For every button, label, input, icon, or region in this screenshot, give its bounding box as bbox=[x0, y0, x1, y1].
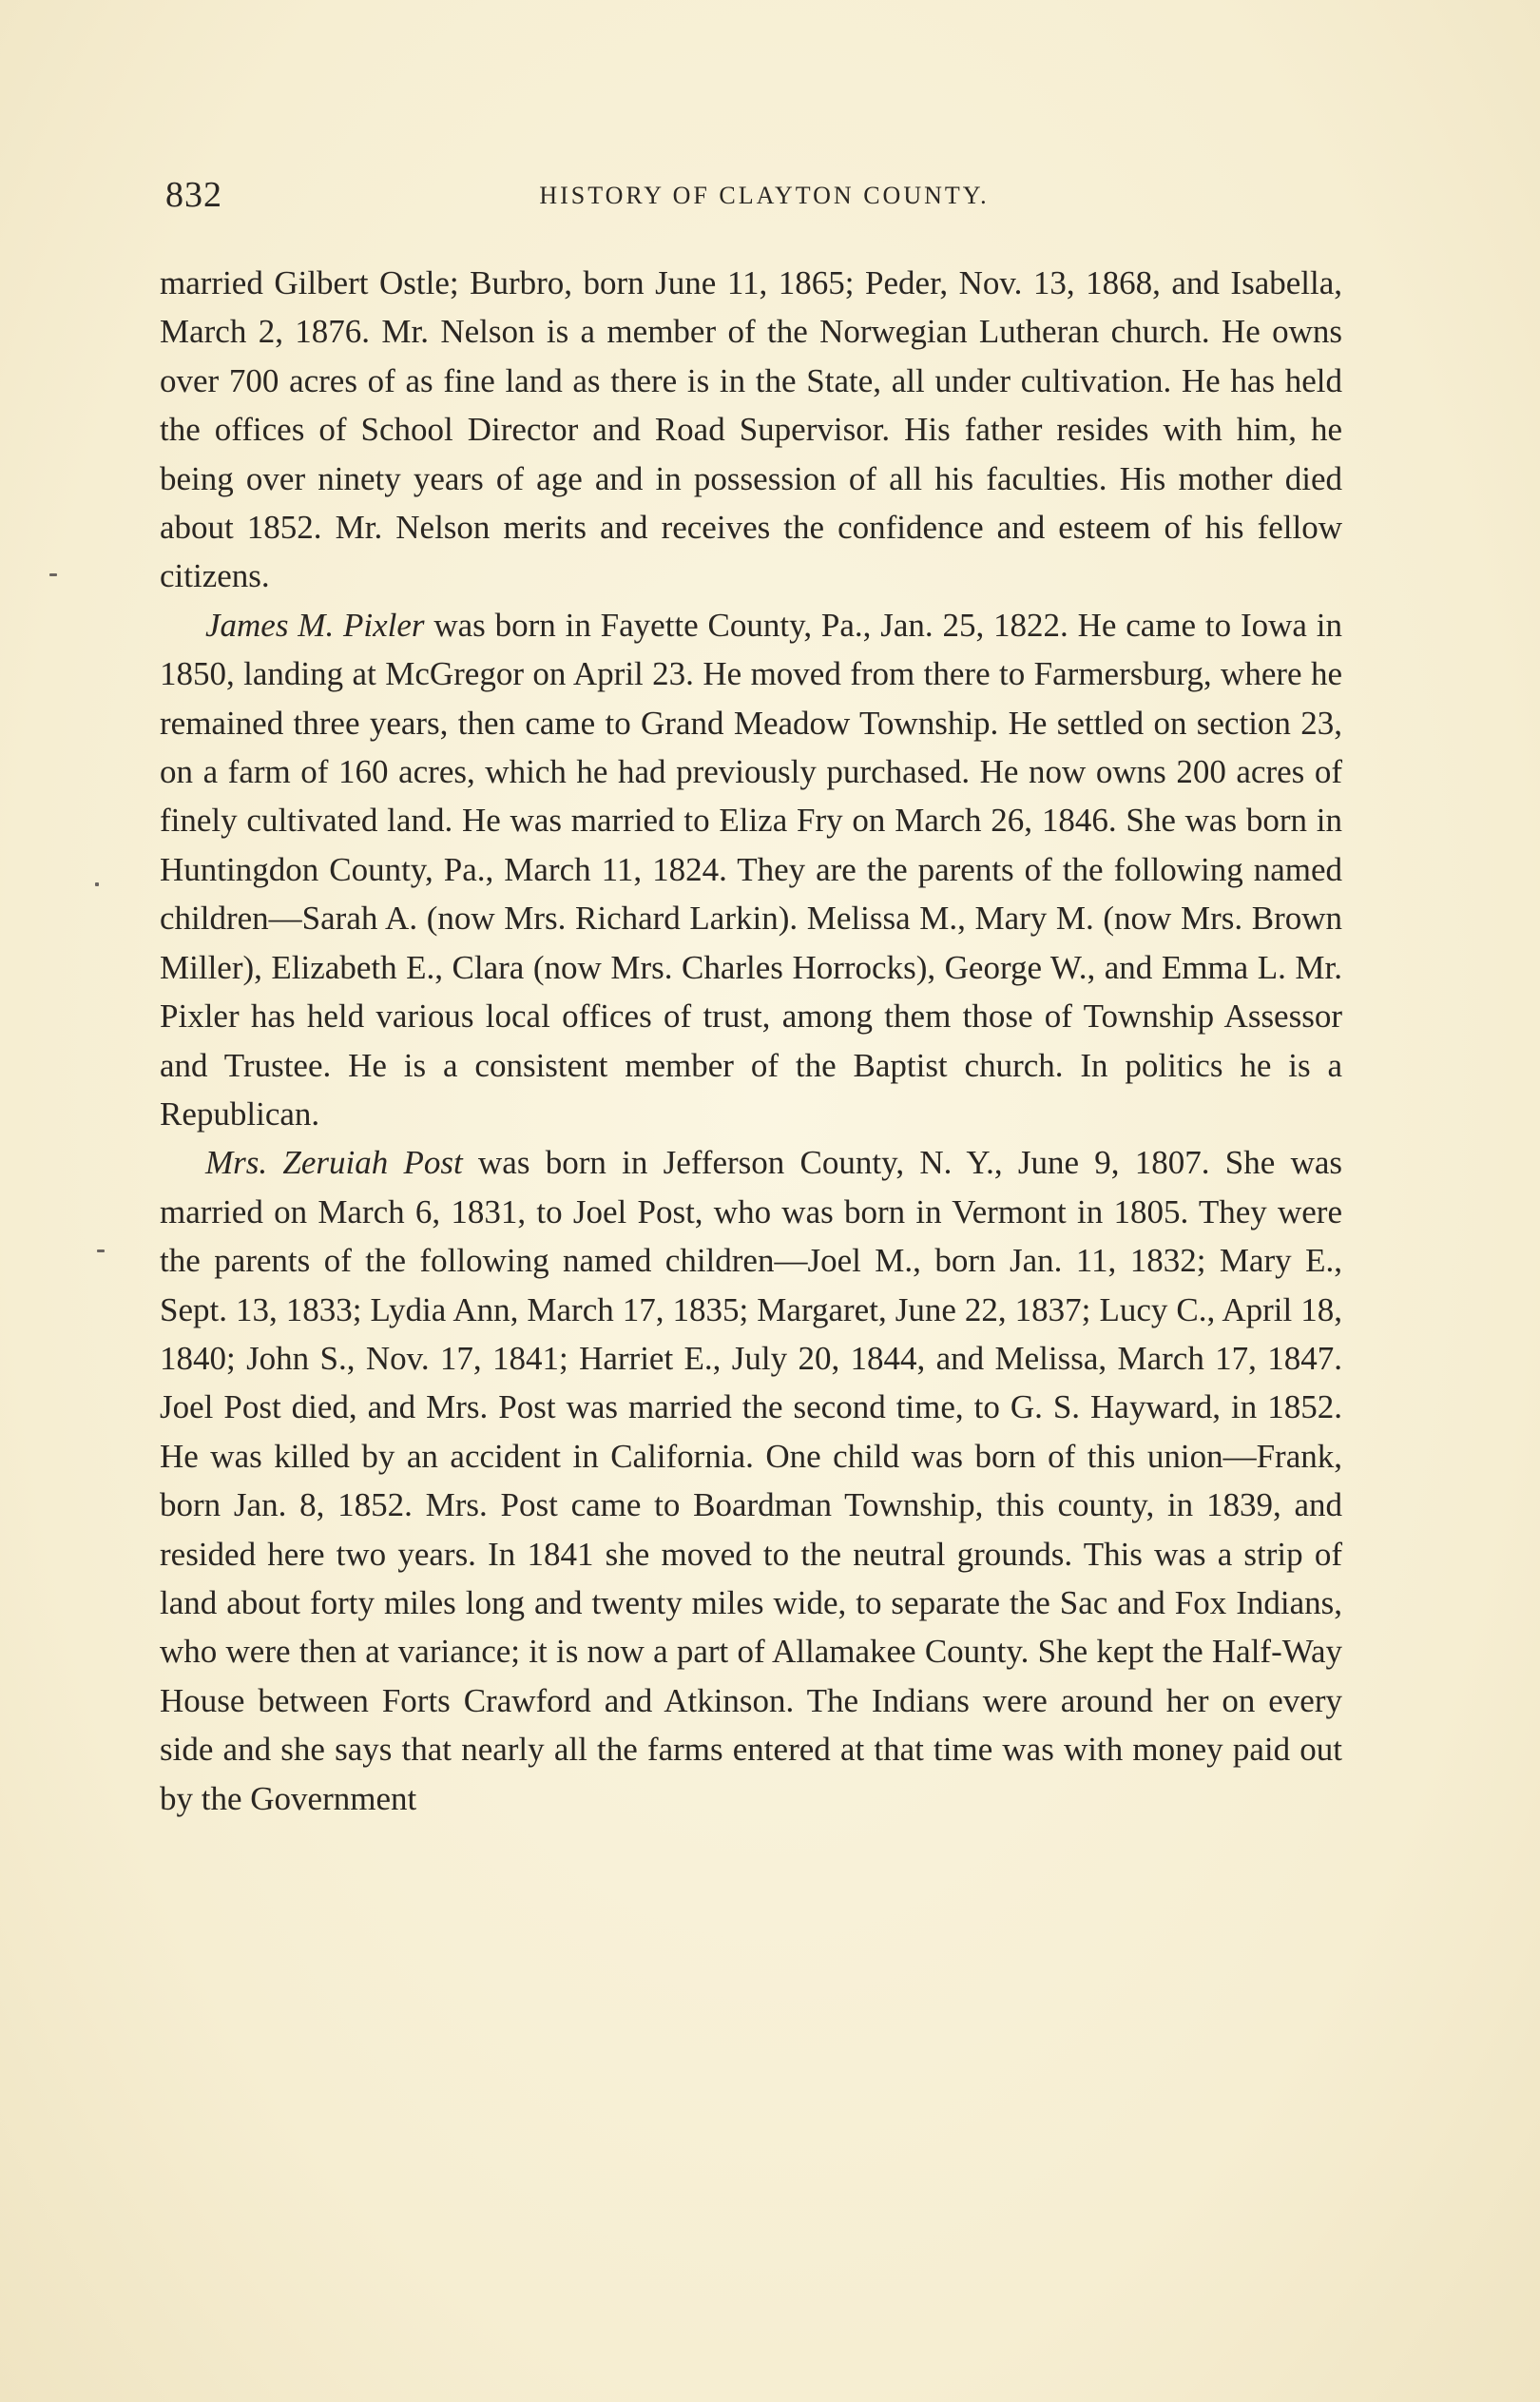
paragraph-text: was born in Jefferson County, N. Y., June 9, 1807. She was married on March 6, 1831, to Joel Post, who was born in Vermont in 1805. They were the parents of the following named children—Joel M., born Jan. 11, 1832; Mary E., Sept. 13, 1833; Lydia Ann, March 17, 1835; Margaret, June 22, 1837; Lucy C., April 18, 1840; John S., Nov. 17, 1841; Harriet E., July 20, 1844, and Melissa, March 17, 1847. Joel Post died, and Mrs. Post was married the second time, to G. S. Hayward, in 1852. He was killed by an accident in California. One child was born of this union—Frank, born Jan. 8, 1852. Mrs. Post came to Boardman Township, this county, in 1839, and resided here two years. In 1841 she moved to the neutral grounds. This was a strip of land about forty miles long and twenty miles wide, to separate the Sac and Fox Indians, who were then at variance; it is now a part of Allamakee County. She kept the Half-Way House between Forts Crawford and Atkinson. The Indians were around her on every side and she says that nearly all the farms entered at that time was with money paid out by the Government bbox=[160, 1144, 1343, 1817]
margin-mark bbox=[95, 882, 99, 886]
page-number: 832 bbox=[165, 175, 222, 215]
paragraph-text: married Gilbert Ostle; Burbro, born June 11, 1865; Peder, Nov. 13, 1868, and Isabella, March 2, 1876. Mr. Nelson is a member of the Norwegian Lutheran church. He owns over 700 acres of as fine land as there is in the State, all under cultivation. He has held the offices of School Director and Road Supervisor. His father resides with him, he being over ninety years of age and in possession of all his faculties. His mother died about 1852. Mr. Nelson merits and receives the confidence and esteem of his fellow citizens. bbox=[160, 264, 1342, 595]
paragraph bbox=[160, 259, 1342, 601]
person-name: James M. Pixler bbox=[205, 606, 425, 644]
paragraph bbox=[160, 1138, 1342, 1823]
body-text bbox=[160, 259, 1342, 1823]
margin-mark bbox=[97, 1249, 105, 1252]
margin-mark bbox=[49, 573, 57, 576]
page-header bbox=[165, 174, 1344, 222]
paragraph-text: was born in Fayette County, Pa., Jan. 25, 1822. He came to Iowa in 1850, landing at McGregor on April 23. He moved from there to Farmersburg, where he remained three years, then came to Grand Meadow Township. He settled on section 23, on a farm of 160 acres, which he had previously purchased. He now owns 200 acres of finely cultivated land. He was married to Eliza Fry on March 26, 1846. She was born in Huntingdon County, Pa., March 11, 1824. They are the parents of the following named children—Sarah A. (now Mrs. Richard Larkin). Melissa M., Mary M. (now Mrs. Brown Miller), Elizabeth E., Clara (now Mrs. Charles Horrocks), George W., and Emma L. Mr. Pixler has held various local offices of trust, among them those of Township Assessor and Trustee. He is a consistent member of the Baptist church. In politics he is a Republican. bbox=[160, 606, 1342, 1133]
person-name: Mrs. Zeruiah Post bbox=[205, 1144, 463, 1182]
running-head: HISTORY OF CLAYTON COUNTY. bbox=[539, 182, 990, 209]
paragraph bbox=[160, 601, 1342, 1138]
